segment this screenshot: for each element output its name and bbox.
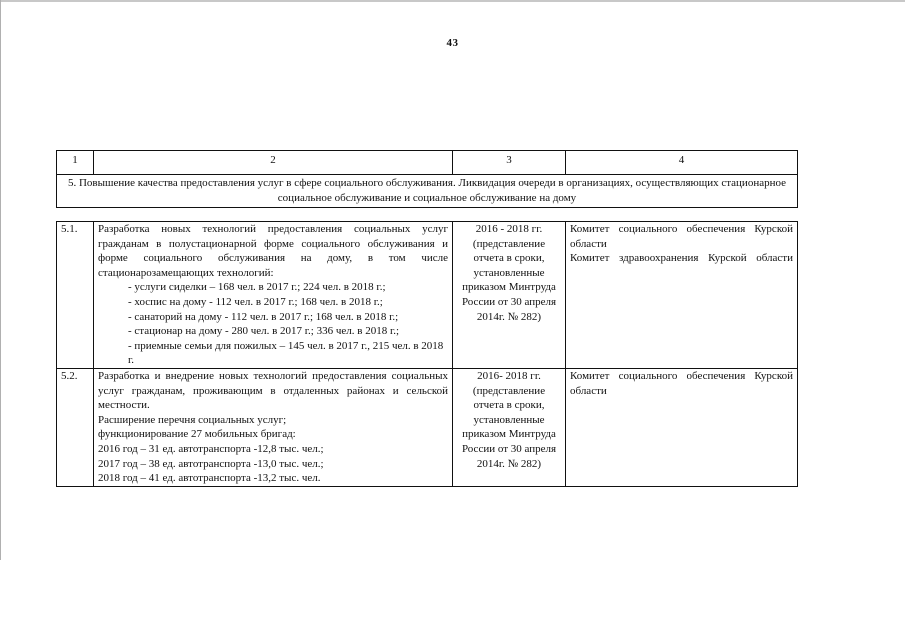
- column-number-1: 1: [57, 151, 94, 175]
- activity-item: - хоспис на дому - 112 чел. в 2017 г.; 168 чел. в 2018 г.;: [128, 295, 383, 308]
- scan-edge-left: [0, 0, 1, 560]
- activity-line: 2018 год – 41 ед. автотранспорта -13,2 тыс. чел.: [98, 472, 321, 485]
- responsible-org: Комитет социального обеспечения Курской области: [570, 369, 793, 397]
- activity-intro: Разработка и внедрение новых технологий предоставления социальных услуг гражданам, проживающим в отдаленных районах и сельской местности.: [98, 369, 448, 412]
- activity-line: 2016 год – 31 ед. автотранспорта -12,8 тыс. чел.;: [98, 442, 324, 455]
- column-number-4: 4: [566, 151, 798, 175]
- activity-item: - приемные семьи для пожилых – 145 чел. в 2017 г., 215 чел. в 2018 г.: [128, 339, 444, 367]
- column-number-row: [57, 151, 798, 175]
- header-table: [56, 150, 798, 208]
- scan-edge-top: [0, 0, 905, 2]
- activity-cell: [94, 368, 453, 486]
- row-number: 5.2.: [57, 368, 94, 486]
- responsible-cell: [566, 222, 798, 369]
- activity-line: 2017 год – 38 ед. автотранспорта -13,0 тыс. чел.;: [98, 457, 324, 470]
- activity-cell: [94, 222, 453, 369]
- activity-item: - стационар на дому - 280 чел. в 2017 г.; 336 чел. в 2018 г.;: [128, 325, 400, 338]
- responsible-org: Комитет здравоохранения Курской области: [570, 252, 793, 265]
- table-row: [57, 222, 798, 369]
- column-number-2: 2: [94, 151, 453, 175]
- section-title: 5. Повышение качества предоставления услуг в сфере социального обслуживания. Ликвидация очереди в организациях, осуществляющих стационарное социальное обслуживание и социальное обслуживание на дому: [57, 175, 798, 208]
- page-number: 43: [446, 37, 459, 49]
- measures-table: [56, 221, 798, 487]
- term-cell: 2016- 2018 гг. (представление отчета в сроки, установленные приказом Минтруда России от 30 апреля 2014г. № 282): [453, 368, 566, 486]
- section-row: [57, 175, 798, 208]
- column-number-3: 3: [453, 151, 566, 175]
- term-cell: 2016 - 2018 гг. (представление отчета в сроки, установленные приказом Минтруда России от 30 апреля 2014г. № 282): [453, 222, 566, 369]
- responsible-cell: [566, 368, 798, 486]
- activity-line: Расширение перечня социальных услуг;: [98, 413, 287, 426]
- row-number: 5.1.: [57, 222, 94, 369]
- activity-item: - санаторий на дому - 112 чел. в 2017 г.; 168 чел. в 2018 г.;: [128, 310, 399, 323]
- table-row: [57, 368, 798, 486]
- responsible-org: Комитет социального обеспечения Курской области: [570, 223, 793, 250]
- activity-intro: Разработка новых технологий предоставления социальных услуг гражданам в полустационарной форме социального обслуживания и форме социального обслуживания на дому, в том числе стационарозамещающих технологий:: [98, 223, 448, 279]
- activity-item: - услуги сиделки – 168 чел. в 2017 г.; 224 чел. в 2018 г.;: [128, 281, 386, 294]
- activity-line: функционирование 27 мобильных бригад:: [98, 428, 296, 441]
